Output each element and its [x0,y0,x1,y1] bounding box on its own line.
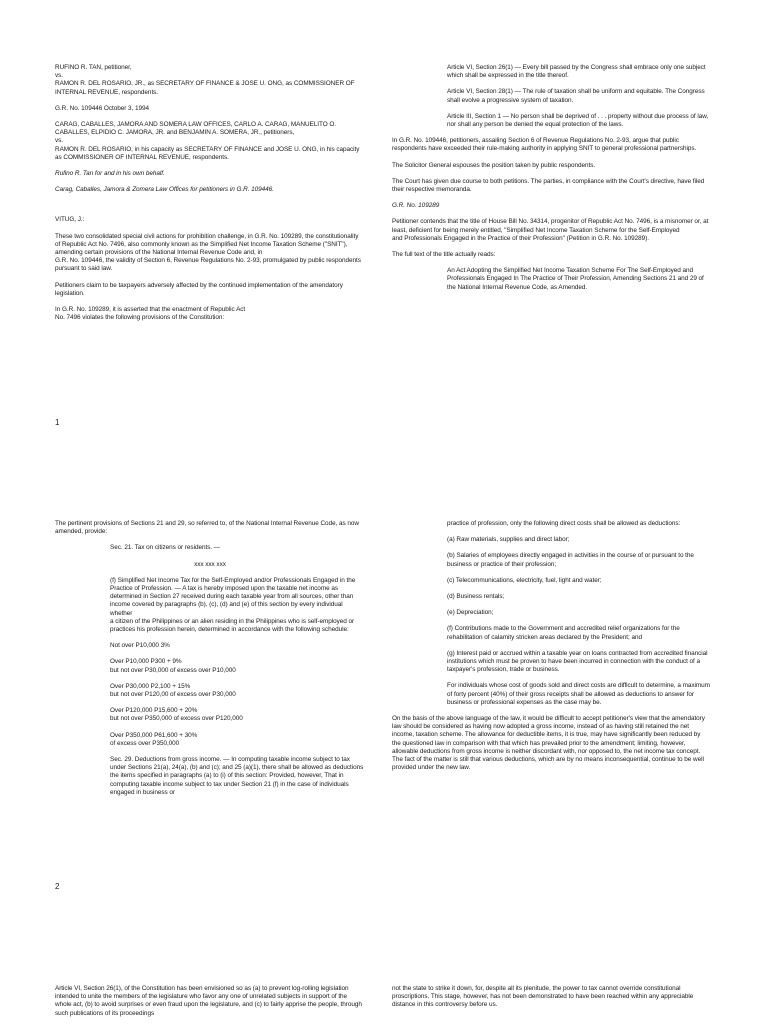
ponente: VITUG, J.: [55,216,85,224]
tax-schedule-row: Not over P10,000 3% [110,642,170,650]
quoted-provision: Article VI, Section 28(1) — The rule of taxation shall be uniform and equitable. The Congress shall evolve a progressive system of taxation. [447,88,705,104]
paragraph: Article VI, Section 26(1), of the Constitution has been envisioned so as (a) to prevent log-rolling legislation intended to unite the members of the legislature who favor any one of unrelated subjects in support of the whole act, (b) to avoid surprises or even fraud upon the legislature, and (c) to fairly apprise the people, through such publications of its proceedings [55,985,362,1017]
paragraph: In G.R. No. 109289, it is asserted that the enactment of Republic Act No. 7496 violates the following provisions of the Constitution: [55,306,246,322]
quoted-provision: Article VI, Section 26(1) — Every bill passed by the Congress shall embrace only one subject which shall be expressed in the title thereof. [447,64,706,80]
caption-first-case: RUFINO R. TAN, petitioner, vs. RAMON R. DEL ROSARIO, JR., as SECRETARY OF FINANCE & JOSE U. ONG, as COMMISSIONER OF INTERNAL REVENUE, respondents. [55,64,355,96]
paragraph: For individuals whose cost of goods sold and direct costs are difficult to determine, a maximum of forty percent (40%) of their gross receipts shall be allowed as deductions to answer for business or professional expenses as the case may be. [447,682,710,706]
paragraph: The Solicitor General espouses the position taken by public respondents. [392,161,596,169]
paragraph: Petitioners claim to be taxpayers adversely affected by the continued implementation of the amendatory legislation. [55,281,343,297]
paragraph: practice of profession, only the following direct costs shall be allowed as deductions: [447,520,681,527]
page2-left-column [55,520,365,805]
paragraph: On the basis of the above language of the law, it would be difficult to accept petitioner's view that the amendatory law should be considered as having now adopted a gross income, instead of as having still retained the net income, taxation scheme. The allowance for deductible items, it is true, may have significantly been reduced by the questioned law in comparison with that which has prevailed prior to the amendment; limiting, however, allowable deductions from gross income is neither discordant with, nor opposed to, the net income tax concept. The fact of the matter is still that various deductions, which are by no means inconsequential, continue to be well provided under the new law. [392,715,705,772]
caption-second-case: CARAG, CABALLES, JAMORA AND SOMERA LAW OFFICES, CARLO A. CARAG, MANUELITO O. CABALLES, ELPIDIO C. JAMORA, JR. and BENJAMIN A. SOMERA, JR., petitioners, vs. RAMON R. DEL ROSARIO, in his capacity as SECRETARY OF FINANCE and JOSE U. ONG, in his capacity as COMMISSIONER OF INTERNAL REVENUE, respondents. [55,121,360,161]
page-number: 2 [55,882,60,891]
paragraph: The Court has given due course to both petitions. The parties, in compliance with the Court's directive, have filed their respective memoranda. [392,177,705,194]
deduction-item: (a) Raw materials, supplies and direct labor; [447,536,570,544]
paragraph: not the state to strike it down, for, despite all its plenitude, the power to tax cannot override constitutional proscriptions. This stage, however, has not been demonstrated to have been reached within any appreciable distance in this controversy before us. [392,985,694,1009]
ellipsis-line: xxx xxx xxx [194,560,226,568]
page-number: 1 [55,418,60,427]
section-29: Sec. 29. Deductions from gross income. — In computing taxable income subject to tax under Sections 21(a), 24(a), (b) and (c); and 25 (a)(1), there shall be allowed as deductions the items specified in paragraphs (a) to (i) of this section: Provided, however, That in computing taxable income subject to tax under Section 21 (f) in the case of individuals engaged in business or [110,756,364,796]
deduction-item: (f) Contributions made to the Government and accredited relief organizations for the rehabilitation of calamity stricken areas declared by the President; and [447,625,680,641]
page3-left-column [55,985,365,1026]
tax-schedule-row: Over P350,000 P61,600 + 30% of excess over P350,000 [110,731,198,747]
quoted-title: An Act Adopting the Simplified Net Income Taxation Scheme For The Self-Employed and Professionals Engaged In The Practice of Their Profession, Amending Sections 21 and 29 of the National Internal Revenue Code, as Amended. [447,267,704,291]
deduction-item: (b) Salaries of employees directly engaged in activities in the course of or pursuant to the business or practice of their profession; [447,552,694,568]
paragraph: These two consolidated special civil actions for prohibition challenge, in G.R. No. 109289, the constitutionality of Republic Act No. 7496, also commonly known as the Simplified Net Income Taxation Scheme ("SNIT"), amending certain provisions of the National Internal Revenue Code and, in G.R. No. 109446, the validity of Section 6, Revenue Regulations No. 2-93, promulgated by public respondents pursuant to said law. [55,232,361,273]
page1-right-column [392,64,710,300]
paragraph: The pertinent provisions of Sections 21 and 29, so referred to, of the National Internal Revenue Code, as now amended, provide: [55,520,359,536]
paragraph: Petitioner contends that the title of House Bill No. 34314, progenitor of Republic Act No. 7496, is a misnomer or, at least, deficient for being merely entitled, "Simplified Net Income Taxation Scheme for the Self-Employed and Professionals Engaged in the Practice of their Profession" (Petition in G.R. No. 109289). [392,218,709,242]
deduction-item: (e) Depreciation; [447,609,494,617]
paragraph: In G.R. No. 109446, petitioners, assailing Section 6 of Revenue Regulations No. 2-93, argue that public respondents have exceeded their rule-making authority in applying SNIT to general professional partnerships. [392,137,697,153]
section-21-f: (f) Simplified Net Income Tax for the Self-Employed and/or Professionals Engaged in the Practice of Profession. — A tax is hereby imposed upon the taxable net income as determined in Section 27 received during each taxable year from all sources, other than income covered by paragraphs (b), (c), (d) and (e) of this section by every individual whether a citizen of the Philippines or an alien residing in the Philippines who is self-employed or practices his profession herein, determined in accordance with the following schedule: [110,576,356,634]
page1-left-column [55,64,365,330]
section-21-heading: Sec. 21. Tax on citizens or residents. — [110,544,221,552]
quoted-provision: Article III, Section 1 — No person shall be deprived of . . . property without due process of law, nor shall any person be denied the equal protection of the laws. [447,112,709,129]
page3-right-column [392,985,710,1018]
deduction-item: (c) Telecommunications, electricity, fuel, light and water; [447,576,602,584]
section-heading: G.R. No. 109289 [392,202,440,210]
paragraph: The full text of the title actually reads: [392,251,496,259]
tax-schedule-row: Over P30,000 P2,100 + 15% but not over P120,00 of excess over P30,000 [110,682,236,699]
deduction-item: (d) Business rentals; [447,593,505,601]
deduction-item: (g) Interest paid or accrued within a taxable year on loans contracted from accredited financial institutions which must be proven to have been incurred in connection with the conduct of a taxpayer's profession, trade or business. [447,649,708,674]
counsel-note-2: Carag, Caballes, Jamora & Zomera Law Offices for petitioners in G.R. 109446. [55,186,274,194]
counsel-note-1: Rufino R. Tan for and in his own behalf. [55,170,165,178]
tax-schedule-row: Over P120,000 P15,600 + 20% but not over P350,000 of excess over P120,000 [110,707,243,723]
page2-right-column [392,520,710,780]
case-number: G.R. No. 109446 October 3, 1994 [55,104,150,112]
tax-schedule-row: Over P10,000 P300 + 9% but not over P30,000 of excess over P10,000 [110,658,236,674]
